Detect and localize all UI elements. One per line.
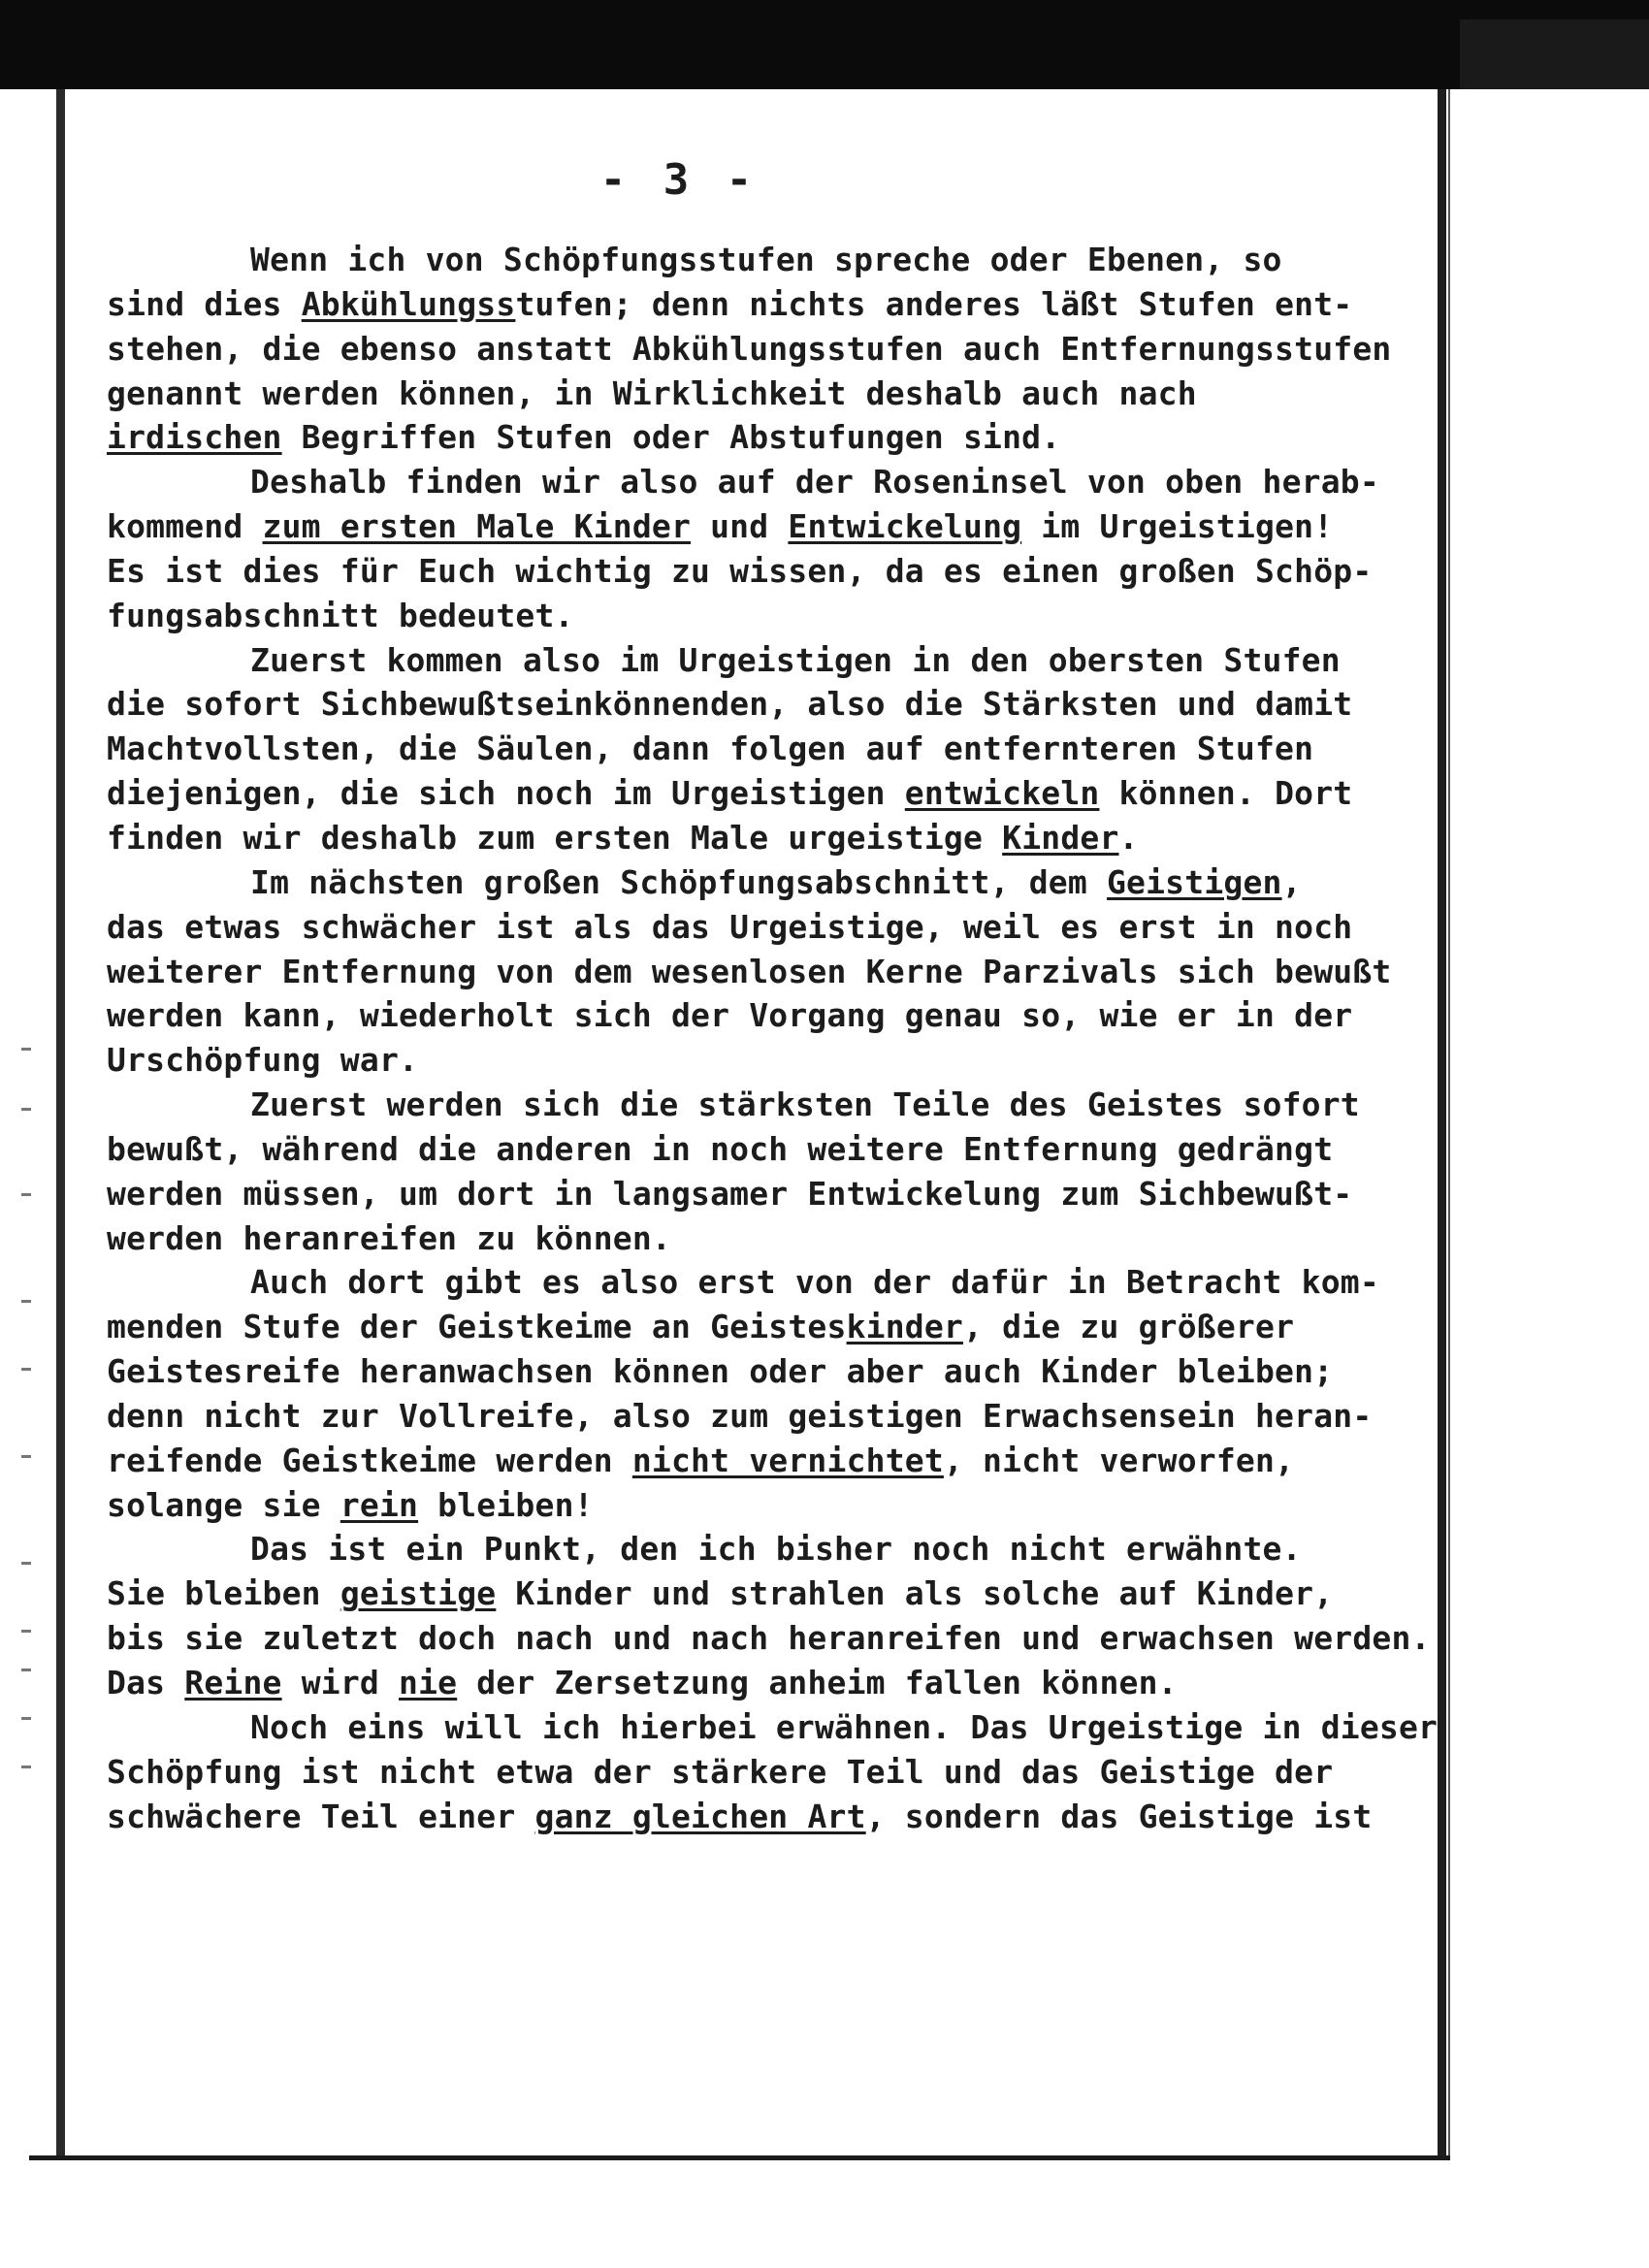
text-segment: Sie bleiben [107, 1574, 340, 1613]
paragraph [107, 1527, 1445, 1704]
text-segment: der Zersetzung anheim fallen können. [457, 1664, 1178, 1701]
underlined-text: Reine [184, 1664, 282, 1701]
text-line [107, 1795, 1445, 1839]
text-line [107, 905, 1445, 950]
text-line [107, 950, 1445, 994]
text-line [107, 415, 1445, 460]
paragraph [107, 860, 1445, 1083]
text-segment: können. Dort [1099, 774, 1353, 813]
text-line [107, 1439, 1445, 1483]
text-segment: werden müssen, um dort in langsamer Entwickelung zum Sichbewußt- [107, 1174, 1353, 1213]
text-segment: , sondern das Geistige ist [865, 1797, 1373, 1835]
text-segment: wird [281, 1664, 400, 1701]
text-line [107, 327, 1445, 372]
scan-top-edge [0, 0, 1649, 89]
text-line [107, 1172, 1445, 1216]
text-segment: finden wir deshalb zum ersten Male urgeistige [107, 818, 1003, 857]
text-line [107, 1038, 1445, 1083]
text-line [107, 1750, 1445, 1795]
text-line [107, 1616, 1445, 1661]
text-line [107, 1394, 1445, 1439]
scan-right-edge-shadow [1448, 89, 1450, 2155]
underlined-text: ganz gleichen Art [534, 1797, 866, 1835]
text-line [107, 771, 1445, 816]
text-line [107, 1260, 1445, 1305]
paragraph [107, 460, 1445, 637]
text-segment: fungsabschnitt bedeutet. [107, 596, 574, 634]
text-segment: Deshalb finden wir also auf der Roseninsel von oben herab- [250, 463, 1379, 502]
text-segment: menden Stufe der Geistkeime an Geistes [107, 1308, 847, 1346]
text-segment: stehen, die ebenso anstatt Abkühlungsstufen auch Entfernungsstufen [107, 329, 1392, 368]
text-line [107, 1661, 1445, 1705]
text-segment: weiterer Entfernung von dem wesenlosen Kerne Parzivals sich bewußt [107, 952, 1392, 990]
underlined-text: zum ersten Male Kinder [262, 507, 692, 546]
underlined-text: Kinder [1002, 818, 1119, 857]
text-segment: . [1118, 818, 1139, 857]
text-segment: Begriffen Stufen oder Abstufungen sind. [281, 418, 1061, 457]
text-segment: schwächere Teil einer [107, 1797, 535, 1835]
text-segment: werden heranreifen zu können. [107, 1218, 671, 1257]
underlined-text: entwickeln [904, 774, 1100, 813]
scan-left-edge [56, 89, 65, 2155]
scan-top-edge-corner [1460, 19, 1649, 89]
text-segment: Schöpfung ist nicht etwa der stärkere Teil und das Geistige der [107, 1752, 1334, 1791]
text-segment: bleiben! [418, 1485, 594, 1524]
text-line [107, 816, 1445, 860]
text-line [107, 1305, 1445, 1349]
text-segment: Geistesreife heranwachsen können oder aber auch Kinder bleiben; [107, 1352, 1334, 1391]
text-segment: , [1281, 862, 1302, 901]
text-segment: im Urgeistigen! [1021, 507, 1334, 546]
text-segment: Das [107, 1664, 185, 1701]
text-line [107, 549, 1445, 594]
text-segment: denn nicht zur Vollreife, also zum geistigen Erwachsensein heran- [107, 1396, 1373, 1435]
underlined-text: nie [399, 1664, 458, 1701]
underlined-text: irdischen [107, 418, 282, 457]
text-segment: Das ist ein Punkt, den ich bisher noch nicht erwähnte. [250, 1530, 1302, 1569]
underlined-text: geistige [340, 1574, 497, 1613]
scan-bottom-edge [29, 2155, 1450, 2160]
text-segment: Es ist dies für Euch wichtig zu wissen, da es einen großen Schöp- [107, 551, 1373, 590]
text-segment: bis sie zuletzt doch nach und nach heranreifen und erwachsen werden. [107, 1619, 1431, 1658]
text-segment: solange sie [107, 1485, 340, 1524]
text-segment: Zuerst kommen also im Urgeistigen in den obersten Stufen [250, 640, 1341, 679]
text-segment: Wenn ich von Schöpfungsstufen spreche oder Ebenen, so [250, 241, 1282, 278]
text-line [107, 1349, 1445, 1394]
text-line [107, 860, 1445, 905]
text-line [107, 1527, 1445, 1571]
text-line [107, 460, 1445, 504]
text-segment: , nicht verworfen, [943, 1441, 1295, 1479]
text-segment: genannt werden können, in Wirklichkeit deshalb auch nach [107, 373, 1197, 412]
text-line [107, 1705, 1445, 1750]
text-segment: , die zu größerer [962, 1308, 1295, 1346]
text-segment: Auch dort gibt es also erst von der dafür in Betracht kom- [250, 1263, 1379, 1302]
underlined-text: Entwickelung [788, 507, 1022, 546]
page-number: - 3 - [599, 155, 759, 205]
underlined-text: Abkühlungss [301, 284, 516, 323]
text-segment: Kinder und strahlen als solche auf Kinder, [496, 1574, 1334, 1613]
text-line [107, 638, 1445, 683]
text-segment: und [691, 507, 789, 546]
text-line [107, 1571, 1445, 1616]
text-segment: bewußt, während die anderen in noch weitere Entfernung gedrängt [107, 1129, 1334, 1168]
text-segment: Im nächsten großen Schöpfungsabschnitt, dem [250, 862, 1107, 901]
text-segment: diejenigen, die sich noch im Urgeistigen [107, 774, 905, 813]
text-segment: Noch eins will ich hierbei erwähnen. Das Urgeistige in dieser [250, 1707, 1439, 1746]
text-line [107, 594, 1445, 638]
text-segment: tufen; denn nichts anderes läßt Stufen ent- [515, 284, 1353, 323]
paragraph [107, 238, 1445, 460]
text-segment: werden kann, wiederholt sich der Vorgang genau so, wie er in der [107, 996, 1353, 1035]
text-line [107, 282, 1445, 327]
text-line [107, 993, 1445, 1038]
underlined-text: rein [340, 1485, 419, 1524]
text-line [107, 372, 1445, 416]
text-segment: sind dies [107, 284, 302, 323]
text-line [107, 1483, 1445, 1528]
text-segment: Zuerst werden sich die stärksten Teile des Geistes sofort [250, 1085, 1360, 1124]
text-line [107, 238, 1445, 282]
text-line [107, 1083, 1445, 1127]
paragraph [107, 1705, 1445, 1839]
text-line [107, 504, 1445, 549]
text-line [107, 682, 1445, 727]
text-segment: das etwas schwächer ist als das Urgeistige, weil es erst in noch [107, 907, 1353, 946]
paragraph [107, 1260, 1445, 1527]
text-segment: Machtvollsten, die Säulen, dann folgen auf entfernteren Stufen [107, 729, 1314, 768]
document-body [107, 238, 1445, 1838]
text-line [107, 1216, 1445, 1261]
text-segment: die sofort Sichbewußtseinkönnenden, also die Stärksten und damit [107, 685, 1353, 724]
text-segment: reifende Geistkeime werden [107, 1441, 632, 1479]
text-segment: kommend [107, 507, 263, 546]
text-line [107, 1127, 1445, 1172]
text-line [107, 727, 1445, 771]
margin-marks [21, 1048, 56, 1785]
paragraph [107, 638, 1445, 860]
underlined-text: Geistigen [1106, 862, 1282, 901]
text-segment: Urschöpfung war. [107, 1041, 419, 1080]
underlined-text: nicht vernichtet [631, 1441, 944, 1479]
paragraph [107, 1083, 1445, 1260]
underlined-text: kinder [846, 1308, 963, 1346]
